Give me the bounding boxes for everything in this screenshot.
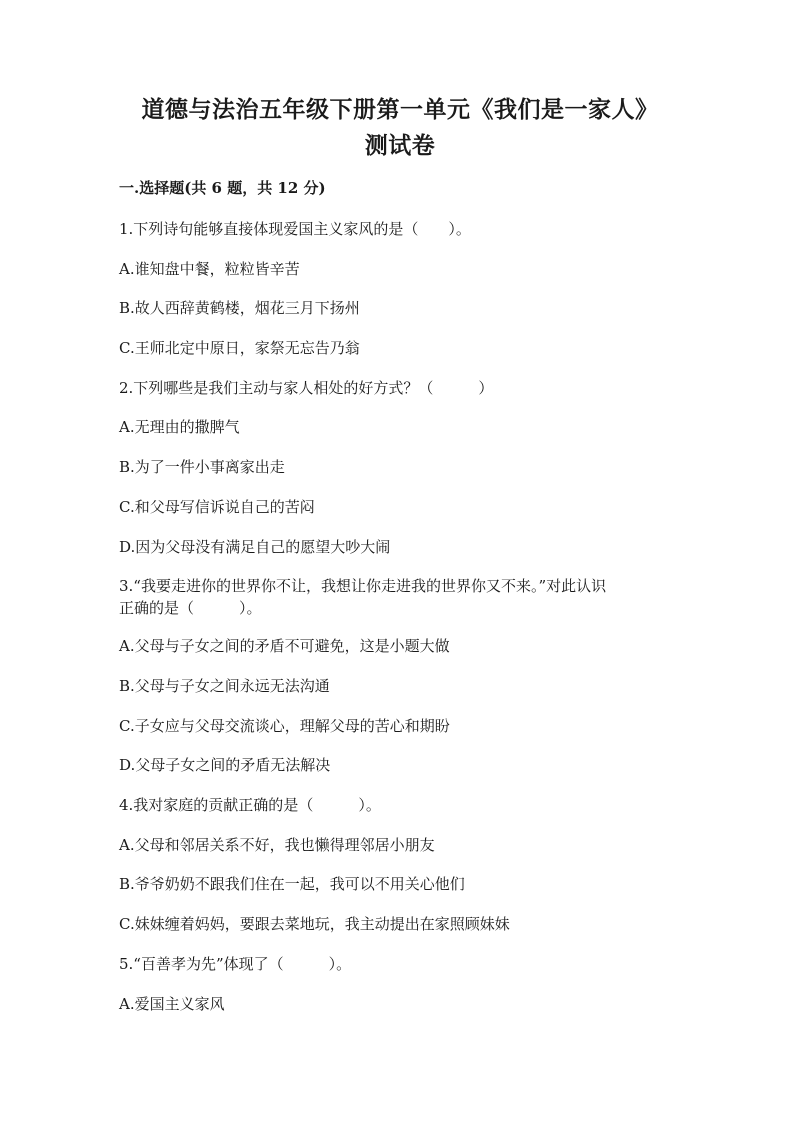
question-3-option-c: C.子女应与父母交流谈心，理解父母的苦心和期盼 <box>119 717 450 735</box>
document-title-line2: 测试卷 <box>364 132 436 159</box>
question-4-option-a: A.父母和邻居关系不好，我也懒得理邻居小朋友 <box>119 836 435 854</box>
document-title: 道德与法治五年级下册第一单元《我们是一家人》 <box>141 96 659 123</box>
question-2-option-a: A.无理由的撒脾气 <box>119 418 240 436</box>
question-2-option-c: C.和父母写信诉说自己的苦闷 <box>119 498 315 516</box>
question-stem-5: 5.“百善孝为先”体现了（ ）。 <box>119 955 352 973</box>
question-2-option-d: D.因为父母没有满足自己的愿望大吵大闹 <box>119 538 391 556</box>
question-1-option-b: B.故人西辞黄鹤楼，烟花三月下扬州 <box>119 299 360 317</box>
question-4-option-b: B.爷爷奶奶不跟我们住在一起，我可以不用关心他们 <box>119 875 465 893</box>
question-1-option-c: C.王师北定中原日，家祭无忘告乃翁 <box>119 339 360 357</box>
question-stem-2: 2.下列哪些是我们主动与家人相处的好方式？（ ） <box>119 379 494 397</box>
question-stem-1: 1.下列诗句能够直接体现爱国主义家风的是（ ）。 <box>119 220 471 238</box>
question-2-option-b: B.为了一件小事离家出走 <box>119 458 285 476</box>
question-3-option-a: A.父母与子女之间的矛盾不可避免，这是小题大做 <box>119 637 450 655</box>
section-heading: 一.选择题(共 6 题，共 12 分) <box>119 179 326 197</box>
question-4-option-c: C.妹妹缠着妈妈，要跟去菜地玩，我主动提出在家照顾妹妹 <box>119 915 510 933</box>
question-1-option-a: A.谁知盘中餐，粒粒皆辛苦 <box>119 260 300 278</box>
question-3-option-b: B.父母与子女之间永远无法沟通 <box>119 677 330 695</box>
question-5-option-a: A.爱国主义家风 <box>119 995 225 1013</box>
question-3-option-d: D.父母子女之间的矛盾无法解决 <box>119 756 331 774</box>
question-stem-3-continued: 正确的是（ ）。 <box>119 599 262 617</box>
question-stem-4: 4.我对家庭的贡献正确的是（ ）。 <box>119 796 381 814</box>
question-stem-3: 3.“我要走进你的世界你不让，我想让你走进我的世界你又不来。”对此认识 <box>119 577 607 595</box>
